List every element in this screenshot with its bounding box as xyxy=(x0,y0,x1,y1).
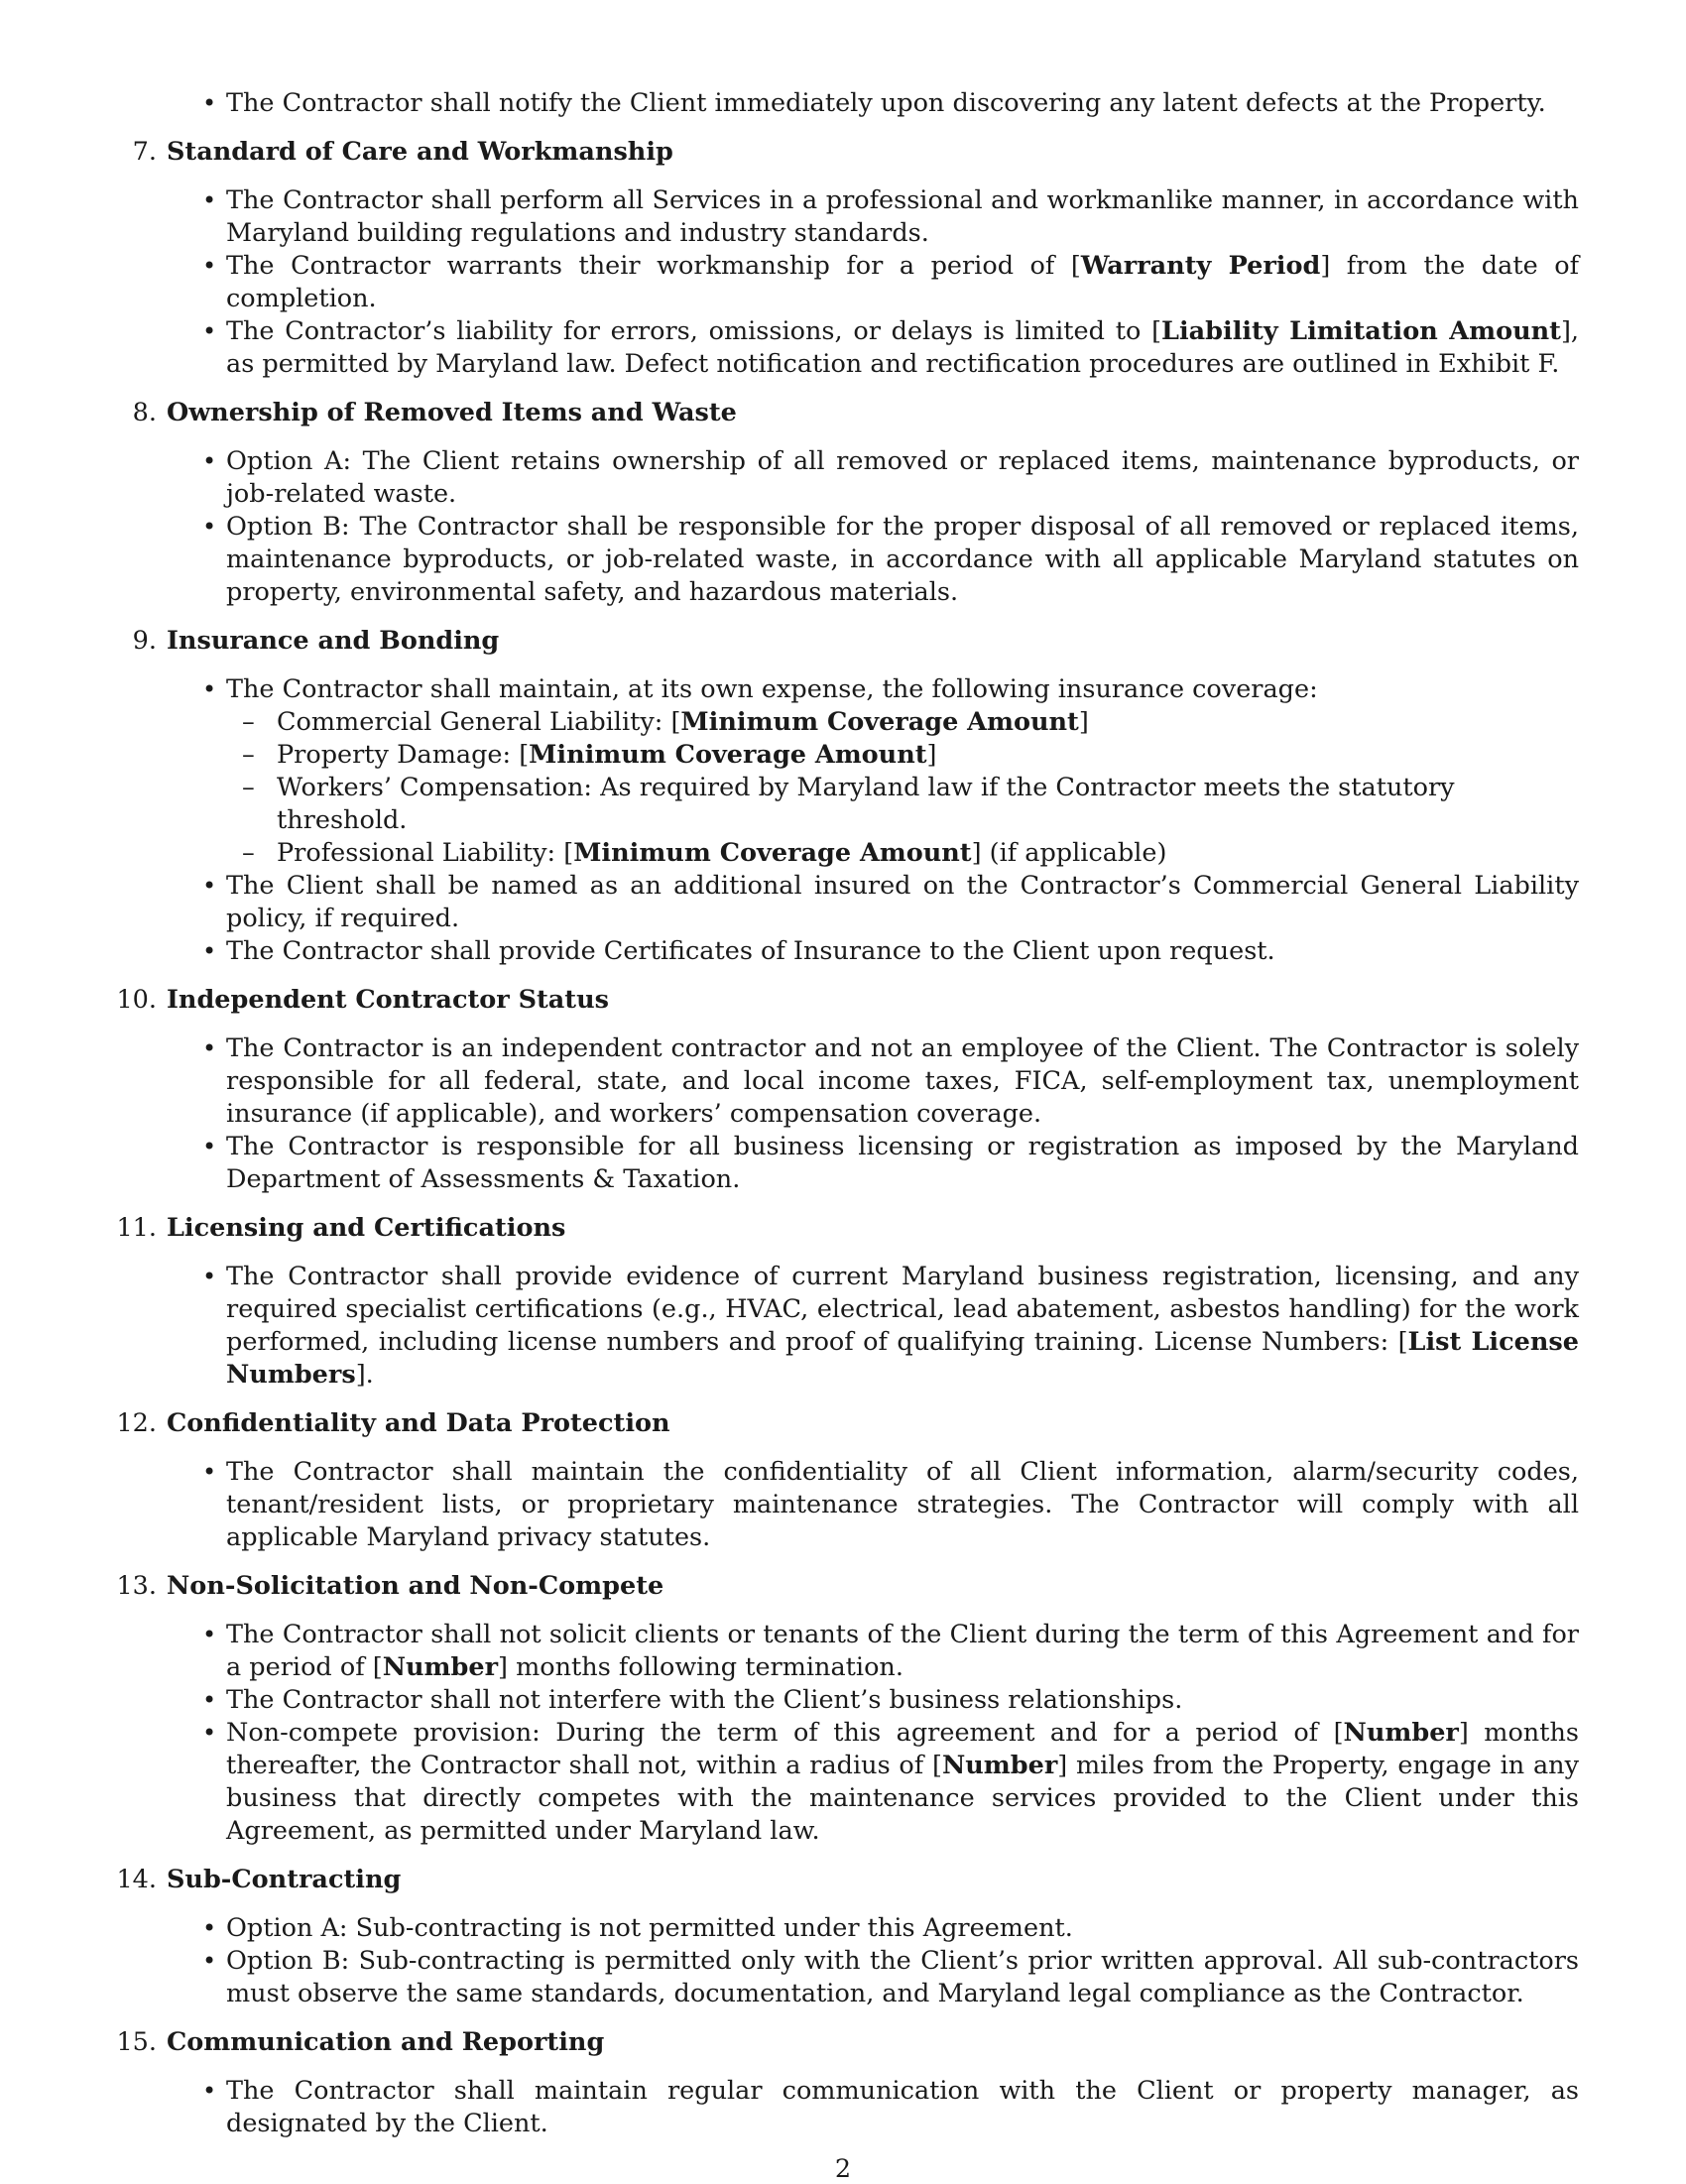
section-title: Insurance and Bonding xyxy=(167,626,500,656)
sub-list-item xyxy=(121,772,1579,837)
text-run: The Contractor is responsible for all business licensing or registration as imposed by the Maryland Department of Assessments & Taxation. xyxy=(226,1132,1579,1194)
list-item xyxy=(121,250,1579,315)
placeholder-field: Liability Limitation Amount xyxy=(1161,316,1561,346)
text-run: Option B: The Contractor shall be responsible for the proper disposal of all removed or replaced items, maintenance byproducts, or job-related waste, in accordance with all applicable Maryland statutes on property, environmental safety, and hazardous materials. xyxy=(226,512,1579,607)
text-run: The Contractor’s liability for errors, omissions, or delays is limited to [ xyxy=(226,316,1162,346)
text-run: ] months following termination. xyxy=(498,1652,903,1682)
text-run: ] miles from the Property, engage in any business that directly competes with the maintenance services provided to the Client under this Agreement, as permitted under Maryland law. xyxy=(226,1751,1579,1846)
list-item xyxy=(121,511,1579,609)
section-number: 15. xyxy=(116,2027,157,2057)
section-heading xyxy=(116,1212,1579,1245)
placeholder-field: Number xyxy=(382,1652,499,1682)
text-run: ]. xyxy=(355,1360,374,1390)
text-run: The Contractor shall maintain, at its own expense, the following insurance coverage: xyxy=(226,674,1318,704)
section-title: Non-Solicitation and Non-Compete xyxy=(167,1571,664,1601)
placeholder-field: Warranty Period xyxy=(1080,251,1321,281)
placeholder-field: Number xyxy=(941,1751,1058,1780)
list-item xyxy=(121,445,1579,511)
text-run: Option B: Sub-contracting is permitted only with the Client’s prior written approval. All sub-contractors must observe the same standards, documentation, and Maryland legal compliance as the Contractor. xyxy=(226,1946,1579,2008)
section-number: 12. xyxy=(116,1408,157,1438)
text-run: The Contractor shall maintain the confidentiality of all Client information, alarm/security codes, tenant/resident lists, or proprietary maintenance strategies. The Contractor will comply with all applicable Maryland privacy statutes. xyxy=(226,1457,1579,1552)
text-run: The Contractor is an independent contractor and not an employee of the Client. The Contractor is solely responsible for all federal, state, and local income taxes, FICA, self-employment tax, unemployment insurance (if applicable), and workers’ compensation coverage. xyxy=(226,1033,1579,1129)
section-14 xyxy=(116,1864,1579,2010)
list-item xyxy=(121,1684,1579,1717)
section-number: 11. xyxy=(116,1213,157,1243)
section-title: Ownership of Removed Items and Waste xyxy=(167,398,737,427)
bullet-list xyxy=(121,2075,1579,2140)
section-12 xyxy=(116,1407,1579,1554)
section-title: Standard of Care and Workmanship xyxy=(167,137,673,167)
text-run: ] from the date of completion. xyxy=(226,251,1580,313)
placeholder-field: Minimum Coverage Amount xyxy=(573,838,972,868)
section-title: Communication and Reporting xyxy=(167,2027,605,2057)
list-item: • The Contractor shall notify the Client immediately upon discovering any latent defects at the Property. xyxy=(121,87,1579,120)
text-run: Professional Liability: [ xyxy=(277,838,574,868)
placeholder-field: Number xyxy=(1343,1718,1459,1748)
page-number: 2 xyxy=(834,2154,852,2184)
sub-list-item xyxy=(121,739,1579,772)
text-run: Property Damage: [ xyxy=(277,740,530,770)
section-9 xyxy=(121,625,1579,968)
bullet-list xyxy=(121,184,1579,381)
list-item xyxy=(121,1261,1579,1392)
bullet-list xyxy=(121,1912,1579,2010)
text-run: Non-compete provision: During the term of this agreement and for a period of [ xyxy=(226,1718,1344,1748)
list-item xyxy=(121,2075,1579,2140)
placeholder-field: Minimum Coverage Amount xyxy=(680,707,1079,737)
text-run: The Contractor shall not interfere with the Client’s business relationships. xyxy=(226,1685,1183,1715)
text-run: The Contractor shall provide evidence of current Maryland business registration, licensing, and any required specialist certifications (e.g., HVAC, electrical, lead abatement, asbestos handling) for the work performed, including license numbers and proof of qualifying training. License Numbers: [ xyxy=(226,1262,1579,1357)
list-item xyxy=(121,1619,1579,1684)
intro-bullet-list xyxy=(121,87,1579,120)
list-item xyxy=(121,184,1579,250)
text-run: The Contractor shall perform all Services in a professional and workmanlike manner, in accordance with Maryland building regulations and industry standards. xyxy=(226,185,1579,248)
text-run: The Contractor shall maintain regular communication with the Client or property manager, as designated by the Client. xyxy=(226,2076,1579,2138)
text-run: Option A: The Client retains ownership of all removed or replaced items, maintenance byproducts, or job-related waste. xyxy=(226,446,1579,509)
list-item xyxy=(121,1945,1579,2010)
text-run: The Client shall be named as an additional insured on the Contractor’s Commercial General Liability policy, if required. xyxy=(226,871,1579,933)
text-run: ] xyxy=(926,740,937,770)
section-number: 10. xyxy=(116,985,157,1015)
section-heading xyxy=(116,1407,1579,1440)
placeholder-field: Minimum Coverage Amount xyxy=(529,740,927,770)
section-title: Sub-Contracting xyxy=(167,1865,402,1894)
bullet-list xyxy=(121,673,1579,968)
section-heading xyxy=(116,984,1579,1017)
section-number: 13. xyxy=(116,1571,157,1601)
list-item xyxy=(121,870,1579,935)
section-7 xyxy=(121,136,1579,381)
sub-list-item xyxy=(121,837,1579,870)
placeholder-field: List License Numbers xyxy=(226,1327,1579,1390)
list-item xyxy=(121,1717,1579,1848)
sub-list-item xyxy=(121,706,1579,739)
text-run: The Contractor shall provide Certificates of Insurance to the Client upon request. xyxy=(226,936,1275,966)
list-item xyxy=(121,1131,1579,1196)
list-item xyxy=(121,1912,1579,1945)
section-heading xyxy=(121,136,1579,169)
section-heading xyxy=(121,397,1579,429)
text-run: ], as permitted by Maryland law. Defect notification and rectification procedures are outlined in Exhibit F. xyxy=(226,316,1580,379)
text-run: The Contractor warrants their workmanship for a period of [ xyxy=(226,251,1081,281)
section-title: Independent Contractor Status xyxy=(167,985,609,1015)
bullet-list xyxy=(121,1032,1579,1196)
section-10 xyxy=(116,984,1579,1196)
section-title: Licensing and Certifications xyxy=(167,1213,566,1243)
bullet-list xyxy=(121,1456,1579,1554)
bullet-list xyxy=(121,1619,1579,1848)
text-run: The Contractor shall not solicit clients or tenants of the Client during the term of this Agreement and for a period of [ xyxy=(226,1620,1579,1682)
text-run: ] (if applicable) xyxy=(971,838,1167,868)
section-number: 8. xyxy=(132,398,157,427)
section-number: 7. xyxy=(132,137,157,167)
list-item xyxy=(121,1456,1579,1554)
section-11 xyxy=(116,1212,1579,1392)
text-run: ] xyxy=(1078,707,1089,737)
numbered-section-list xyxy=(116,136,1580,2140)
section-title: Confidentiality and Data Protection xyxy=(167,1408,670,1438)
text-run: ] months thereafter, the Contractor shall not, within a radius of [ xyxy=(226,1718,1579,1780)
bullet-list xyxy=(121,1261,1579,1392)
section-heading xyxy=(121,625,1579,658)
section-heading xyxy=(116,1864,1579,1896)
section-13 xyxy=(116,1570,1579,1848)
section-heading xyxy=(116,2026,1579,2059)
section-15 xyxy=(116,2026,1579,2140)
bullet-list xyxy=(121,445,1579,609)
text-run: Commercial General Liability: [ xyxy=(277,707,681,737)
list-item xyxy=(121,673,1579,706)
section-number: 9. xyxy=(132,626,157,656)
text-run: Workers’ Compensation: As required by Maryland law if the Contractor meets the statutory threshold. xyxy=(277,773,1455,835)
list-item xyxy=(121,935,1579,968)
list-item xyxy=(121,315,1579,381)
document-body xyxy=(116,87,1580,2140)
text-run: Option A: Sub-contracting is not permitted under this Agreement. xyxy=(226,1913,1073,1943)
section-heading xyxy=(116,1570,1579,1603)
section-8 xyxy=(121,397,1579,609)
section-number: 14. xyxy=(116,1865,157,1894)
list-item xyxy=(121,1032,1579,1131)
